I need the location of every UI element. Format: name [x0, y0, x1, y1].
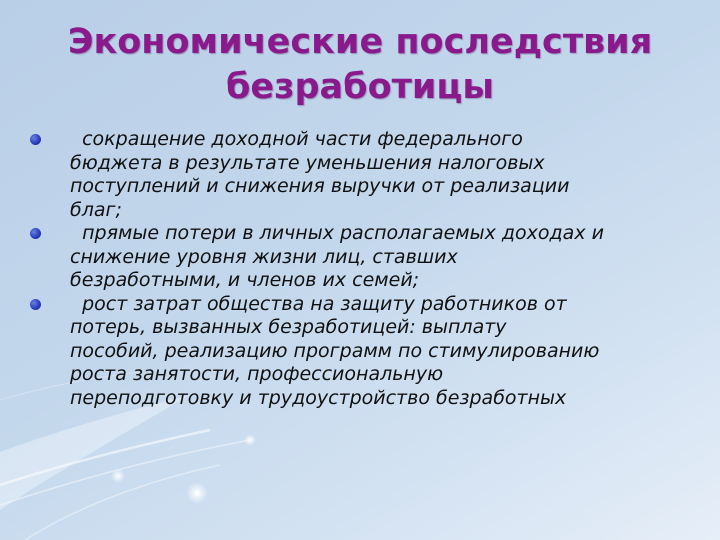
bullet-item-1 [30, 128, 692, 222]
bullet-icon [30, 299, 41, 310]
bullet-item-3 [30, 293, 692, 411]
slide-title-line-2: безработицы [225, 67, 495, 107]
bullet-icon [30, 134, 41, 145]
bullet-text-2: прямые потери в личных располагаемых доходах и снижение уровня жизни лиц, ставших безработными, и членов их семей; [70, 222, 604, 291]
bullet-item-2 [30, 222, 692, 293]
slide-title-line-1: Экономические последствия [67, 22, 653, 62]
bullet-text-1: сокращение доходной части федерального бюджета в результате уменьшения налоговых поступлений и снижения выручки от реализации благ; [70, 128, 570, 221]
bullet-list [30, 128, 692, 410]
slide-title [60, 20, 660, 110]
bullet-text-3: рост затрат общества на защиту работников от потерь, вызванных безработицей: выплату пособий, реализацию программ по стимулированию роста занятости, профессиональную переподготовку и трудоустройство безработных [70, 292, 600, 409]
bullet-icon [30, 228, 41, 239]
